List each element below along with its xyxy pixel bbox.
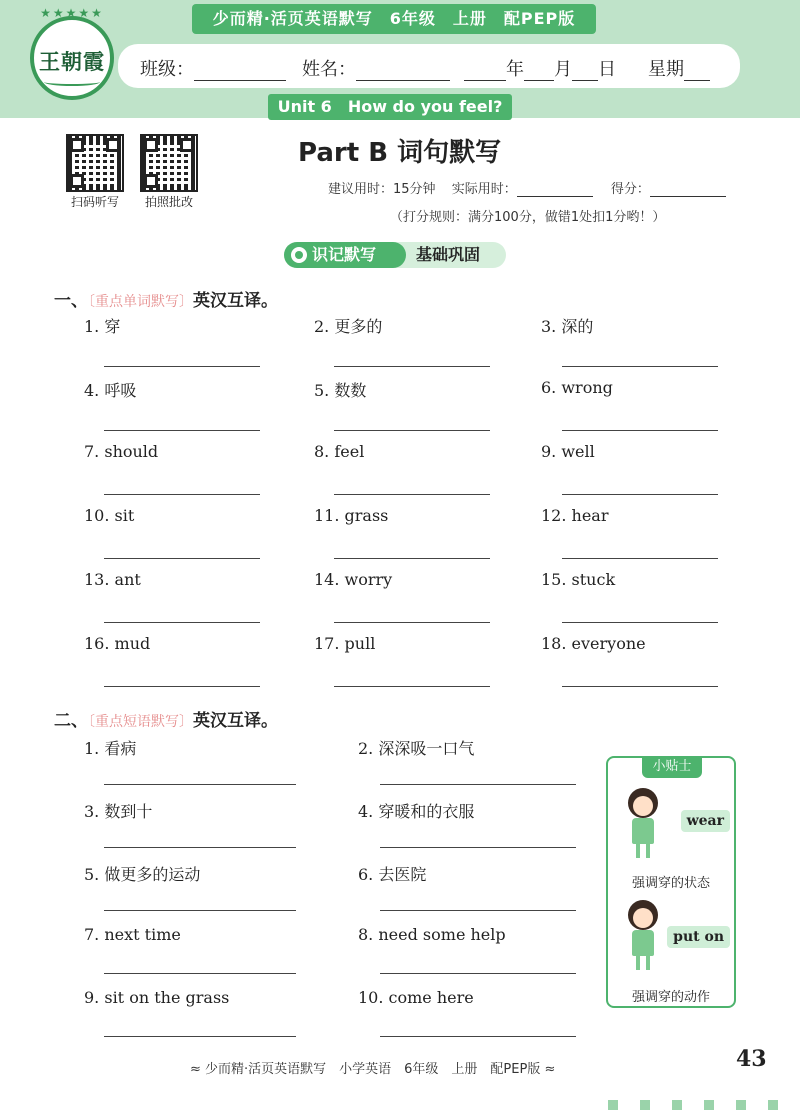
footer-square	[640, 1100, 650, 1110]
word-item-label: 1. 穿	[84, 317, 121, 336]
answer-line[interactable]	[334, 558, 490, 559]
section2-heading	[54, 706, 278, 731]
answer-line[interactable]	[380, 910, 576, 911]
answer-line[interactable]	[104, 686, 260, 687]
footer-square	[672, 1100, 682, 1110]
answer-line[interactable]	[334, 366, 490, 367]
girl-legs	[636, 956, 650, 970]
class-label: 班级：	[140, 59, 194, 80]
girl-body	[632, 818, 654, 844]
section2-prefix: 二、	[54, 711, 88, 731]
actual-time-label: 实际用时：	[451, 182, 517, 197]
qr-code-grading[interactable]	[140, 134, 198, 192]
footer-square	[704, 1100, 714, 1110]
section1-instruction: 英汉互译。	[193, 291, 278, 311]
answer-line[interactable]	[104, 973, 296, 974]
word-item-label: 4. 呼吸	[84, 381, 137, 400]
girl-face	[633, 796, 653, 816]
answer-line[interactable]	[562, 686, 718, 687]
word-item-label: 8. feel	[314, 442, 365, 461]
answer-line[interactable]	[104, 430, 260, 431]
section1-heading	[54, 286, 278, 311]
phrase-item-label: 6. 去医院	[358, 865, 427, 884]
publisher-logo	[30, 6, 114, 100]
tip-title: 小贴士	[642, 756, 702, 778]
word-item-label: 18. everyone	[541, 634, 646, 653]
word-item-label: 16. mud	[84, 634, 151, 653]
series-banner: 少而精·活页英语默写 6年级 上册 配PEP版	[192, 4, 596, 34]
answer-line[interactable]	[334, 622, 490, 623]
answer-line[interactable]	[562, 366, 718, 367]
word-item-label: 15. stuck	[541, 570, 616, 589]
logo-name: 王朝霞	[39, 49, 105, 74]
tip-word-put-on: put on	[667, 926, 730, 948]
year-blank[interactable]	[464, 63, 506, 81]
qr-corner	[180, 138, 194, 152]
answer-line[interactable]	[380, 847, 576, 848]
page-title: Part B 词句默写	[298, 138, 502, 168]
girl-body	[632, 930, 654, 956]
phrase-item-label: 3. 数到十	[84, 802, 153, 821]
score-label: 得分：	[610, 182, 650, 197]
section1-tag: 〔重点单词默写〕	[88, 294, 193, 310]
word-item-label: 3. 深的	[541, 317, 594, 336]
class-blank[interactable]	[194, 63, 286, 81]
name-field[interactable]	[302, 55, 450, 81]
month-label: 月	[554, 59, 572, 80]
actual-time-blank[interactable]	[517, 183, 593, 197]
answer-line[interactable]	[334, 686, 490, 687]
word-item-label: 13. ant	[84, 570, 141, 589]
answer-line[interactable]	[104, 622, 260, 623]
answer-line[interactable]	[334, 494, 490, 495]
phrase-item-label: 8. need some help	[358, 925, 506, 944]
answer-line[interactable]	[562, 558, 718, 559]
date-field[interactable]	[464, 55, 616, 81]
qr-corner	[106, 138, 120, 152]
page-number: 43	[736, 1046, 767, 1072]
year-label: 年	[506, 59, 524, 80]
girl-face	[633, 908, 653, 928]
section2-instruction: 英汉互译。	[193, 711, 278, 731]
answer-line[interactable]	[562, 494, 718, 495]
day-blank[interactable]	[572, 63, 598, 81]
phrase-item-label: 2. 深深吸一口气	[358, 739, 475, 758]
footer-text: ≈ 少而精·活页英语默写 小学英语 6年级 上册 配PEP版 ≈	[190, 1062, 556, 1077]
banner-left	[284, 242, 406, 268]
footer-square	[736, 1100, 746, 1110]
qr-corner	[144, 174, 158, 188]
tip-box	[606, 756, 736, 1008]
week-label: 星期	[648, 59, 684, 80]
tip-word-wear: wear	[681, 810, 730, 832]
answer-line[interactable]	[562, 430, 718, 431]
word-item-label: 7. should	[84, 442, 159, 461]
phrase-item-label: 10. come here	[358, 988, 474, 1007]
tip-desc-put-on: 强调穿的动作	[631, 990, 710, 1005]
section2-tag: 〔重点短语默写〕	[88, 714, 193, 730]
footer-square	[768, 1100, 778, 1110]
weekday-field[interactable]	[648, 55, 710, 81]
phrase-item-label: 7. next time	[84, 925, 181, 944]
suggested-time: 建议用时：15分钟	[328, 182, 436, 197]
qr-corner	[70, 138, 84, 152]
qr-corner	[70, 174, 84, 188]
qr-label-grading: 拍照批改	[144, 195, 193, 209]
answer-line[interactable]	[104, 494, 260, 495]
qr-label-dictation: 扫码听写	[70, 195, 119, 209]
medal-icon	[291, 247, 307, 263]
answer-line[interactable]	[380, 973, 576, 974]
month-blank[interactable]	[524, 63, 554, 81]
word-item-label: 5. 数数	[314, 381, 367, 400]
banner-right-label: 基础巩固	[416, 245, 481, 264]
section-banner	[284, 242, 506, 268]
answer-line[interactable]	[562, 622, 718, 623]
day-label: 日	[598, 59, 616, 80]
footer-square	[608, 1100, 618, 1110]
answer-line[interactable]	[334, 430, 490, 431]
qr-code-dictation[interactable]	[66, 134, 124, 192]
scoring-rule: （打分规则：满分100分，做错1处扣1分哟！）	[390, 210, 666, 225]
student-info-bar	[118, 44, 740, 88]
name-label: 姓名：	[302, 59, 356, 80]
girl-legs	[636, 844, 650, 858]
answer-line[interactable]	[380, 1036, 576, 1037]
banner-left-label: 识记默写	[312, 245, 377, 264]
phrase-item-label: 5. 做更多的运动	[84, 865, 201, 884]
class-field[interactable]	[140, 55, 286, 81]
logo-ring	[44, 78, 100, 86]
word-item-label: 17. pull	[314, 634, 376, 653]
word-item-label: 14. worry	[314, 570, 393, 589]
word-item-label: 10. sit	[84, 506, 135, 525]
answer-line[interactable]	[380, 784, 576, 785]
unit-ribbon: Unit 6 How do you feel?	[268, 94, 512, 120]
word-item-label: 11. grass	[314, 506, 389, 525]
phrase-item-label: 4. 穿暖和的衣服	[358, 802, 475, 821]
time-info-row	[328, 178, 726, 197]
word-item-label: 2. 更多的	[314, 317, 383, 336]
name-blank[interactable]	[356, 63, 450, 81]
word-item-label: 9. well	[541, 442, 595, 461]
score-blank[interactable]	[650, 183, 726, 197]
phrase-item-label: 1. 看病	[84, 739, 137, 758]
star-icons: ★★★★★	[40, 6, 104, 20]
answer-line[interactable]	[104, 366, 260, 367]
phrase-item-label: 9. sit on the grass	[84, 988, 230, 1007]
answer-line[interactable]	[104, 910, 296, 911]
qr-corner	[144, 138, 158, 152]
answer-line[interactable]	[104, 847, 296, 848]
section1-prefix: 一、	[54, 291, 88, 311]
answer-line[interactable]	[104, 1036, 296, 1037]
tip-desc-wear: 强调穿的状态	[631, 876, 710, 891]
answer-line[interactable]	[104, 784, 296, 785]
word-item-label: 6. wrong	[541, 378, 613, 397]
week-blank[interactable]	[684, 63, 710, 81]
answer-line[interactable]	[104, 558, 260, 559]
word-item-label: 12. hear	[541, 506, 609, 525]
